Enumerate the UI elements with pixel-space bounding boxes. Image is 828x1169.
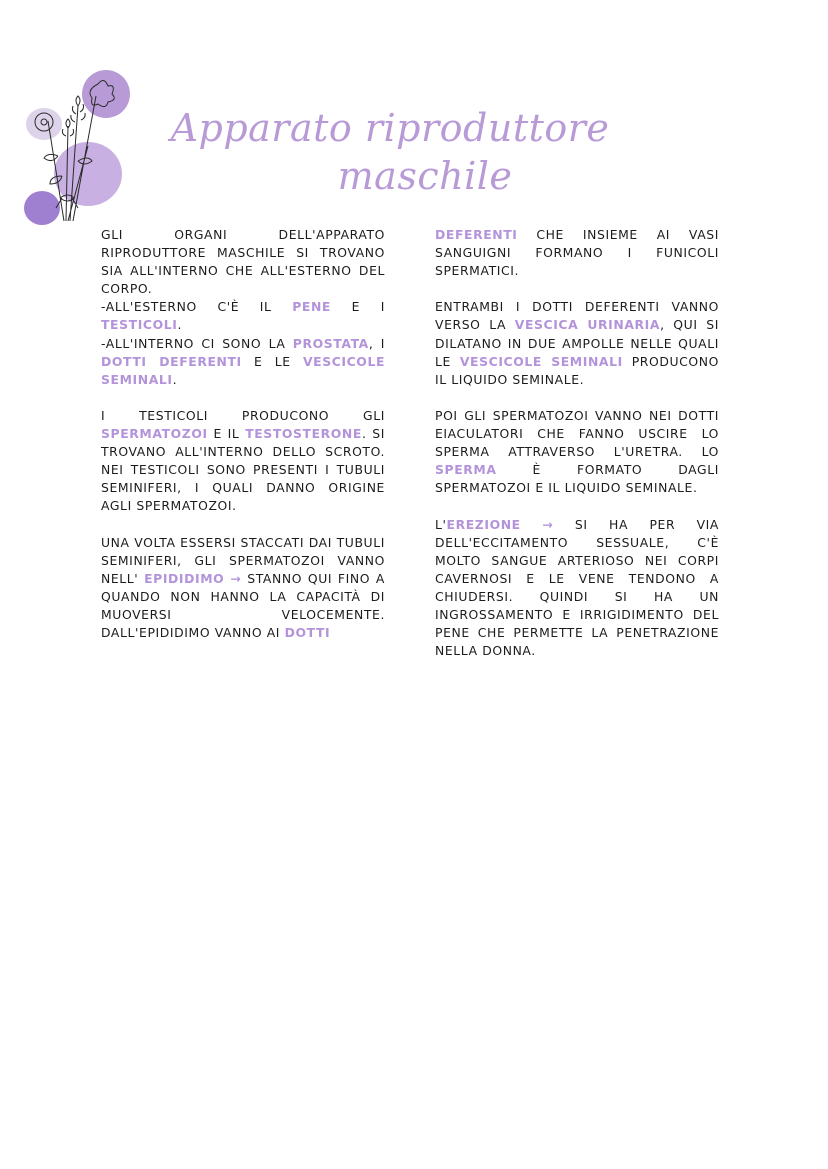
paragraph-erection [435,516,719,661]
lavender-bouquet-icon [18,66,138,236]
text: . [177,317,182,333]
text: UNA VOLTA ESSERSI STACCATI DAI TUBULI SEMINIFERI, GLI SPERMATOZOI VANNO NELL' [101,534,385,586]
paragraph-bladder [435,298,719,388]
text: -ALL'ESTERNO C'È IL [101,299,293,315]
highlight-term: VESCICA URINARIA [514,317,661,333]
text: È FORMATO DAGLI SPERMATOZOI E IL LIQUIDO SEMINALE. [435,462,719,496]
text: , I [368,335,385,351]
title-line-2: maschile [337,154,513,198]
highlight-term: TESTOSTERONE [245,426,362,442]
highlight-term: DEFERENTI [435,227,518,242]
paragraph-deferent-ducts [435,226,719,280]
text: , QUI SI DILATANO IN DUE AMPOLLE NELLE QUALI LE [435,317,719,369]
paragraph-external-organs [101,298,385,334]
highlight-term: SPERMATOZOI [101,426,208,442]
text: E IL [207,426,246,442]
highlight-term: EPIDIDIMO → [144,570,242,586]
text: STANNO QUI FINO A QUANDO NON HANNO LA CAPACITÀ DI MUOVERSI VELOCEMENTE. DALL'EPIDIDIMO VANNO AI [101,570,385,641]
highlight-term: PENE [292,299,331,315]
text: L' [435,516,447,532]
highlight-term: PROSTATA [292,335,369,351]
text: POI GLI SPERMATOZOI VANNO NEI DOTTI EIACULATORI CHE FANNO USCIRE LO SPERMA ATTRAVERSO L'URETRA. LO [435,407,719,460]
highlight-term: VESCICOLE SEMINALI [459,353,623,369]
highlight-term: SPERMA [435,462,497,478]
text: E I [331,299,385,315]
text: . SI TROVANO ALL'INTERNO DELLO SCROTO. NEI TESTICOLI SONO PRESENTI I TUBULI SEMINIFERI, I QUALI DANNO ORIGINE AGLI SPERMATOZOI. [101,426,385,514]
blob-top [82,70,130,118]
paragraph-intro [101,226,385,298]
highlight-term: EREZIONE → [446,516,554,532]
blob-bottom [24,191,60,225]
highlight-term: DOTTI DEFERENTI [101,353,242,369]
paragraph-testicles [101,407,385,516]
highlight-term: VESCICOLE SEMINALI [101,353,386,387]
paragraph-internal-organs [101,335,385,389]
blob-middle [54,142,122,206]
left-column [101,226,385,642]
text: E LE [241,353,303,369]
paragraph-epididymis [101,534,385,643]
text: CHE INSIEME AI VASI SANGUIGNI FORMANO I FUNICOLI SPERMATICI. [435,227,719,279]
text: PRODUCONO IL LIQUIDO SEMINALE. [435,353,719,387]
highlight-term: DOTTI [284,625,331,641]
text: -ALL'INTERNO CI SONO LA [101,335,293,351]
text: SI HA PER VIA DELL'ECCITAMENTO SESSUALE, C'È MOLTO SANGUE ARTERIOSO NEI CORPI CAVERNOSI E LE VENE TENDONO A CHIUDERSI. QUINDI SI HA UN INGROSSAMENTO E IRRIGIDIMENTO DEL PENE CHE PERMETTE LA PENETRAZIONE NELLA DONNA. [435,516,719,659]
highlight-term: TESTICOLI [101,317,178,333]
text: . [172,371,178,387]
text: I TESTICOLI PRODUCONO GLI [101,407,385,423]
text: ENTRAMBI I DOTTI DEFERENTI VANNO VERSO LA [435,299,719,333]
paragraph-ejaculatory-ducts [435,407,719,497]
page-title [150,104,630,200]
title-line-1: Apparato riproduttore [170,106,610,150]
text: GLI ORGANI DELL'APPARATO RIPRODUTTORE MASCHILE SI TROVANO SIA ALL'INTERNO CHE ALL'ESTERNO DEL CORPO. [101,227,385,297]
right-column [435,226,719,660]
